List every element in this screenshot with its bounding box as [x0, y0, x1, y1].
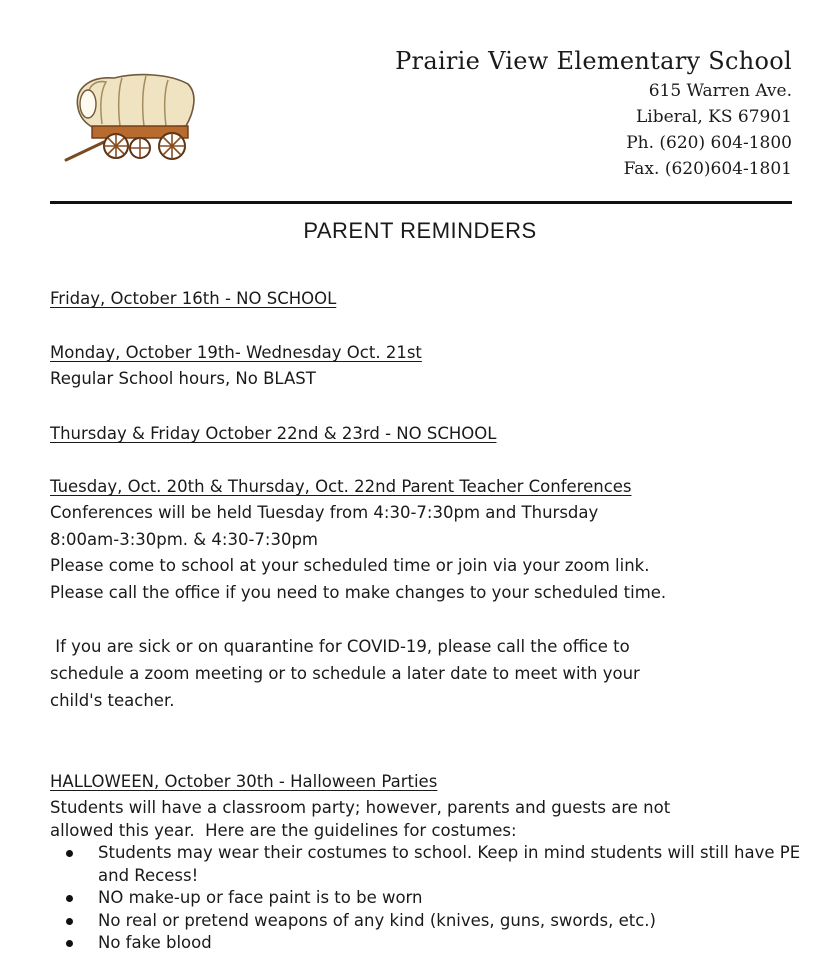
bullet-dot-icon: [66, 918, 73, 925]
monday-body: Regular School hours, No BLAST: [50, 369, 316, 388]
page-title: PARENT REMINDERS: [303, 218, 537, 243]
school-fax: Fax. (620)604-1801: [623, 159, 792, 179]
school-header: [332, 44, 792, 182]
conferences-heading: Tuesday, Oct. 20th & Thursday, Oct. 22nd Parent Teacher Conferences: [50, 477, 632, 496]
conferences-line-4: Please call the office if you need to make changes to your scheduled time.: [50, 583, 667, 602]
bullet-dot-icon: [66, 895, 73, 902]
header-divider: [50, 201, 792, 204]
list-item: [50, 887, 810, 910]
conferences-line-1: Conferences will be held Tuesday from 4:30-7:30pm and Thursday: [50, 503, 599, 522]
halloween-heading: HALLOWEEN, October 30th - Halloween Parties: [50, 772, 438, 791]
list-item: [50, 910, 810, 933]
covid-line-1: If you are sick or on quarantine for COVID-19, please call the office to: [50, 637, 630, 656]
covered-wagon-icon: [60, 68, 200, 168]
list-item: [50, 842, 810, 887]
thursday-heading: Thursday & Friday October 22nd & 23rd - NO SCHOOL: [50, 424, 497, 443]
school-name: Prairie View Elementary School: [395, 47, 792, 75]
costume-guidelines-list: [50, 842, 810, 955]
covid-line-3: child's teacher.: [50, 691, 175, 710]
list-item-text: No real or pretend weapons of any kind (knives, guns, swords, etc.): [98, 910, 656, 930]
conferences-line-3: Please come to school at your scheduled time or join via your zoom link.: [50, 556, 650, 575]
monday-heading: Monday, October 19th- Wednesday Oct. 21st: [50, 343, 422, 362]
covid-line-2: schedule a zoom meeting or to schedule a later date to meet with your: [50, 664, 640, 683]
school-address: 615 Warren Ave.: [648, 81, 792, 101]
list-item-text: Students may wear their costumes to school. Keep in mind students will still have PE and Recess!: [98, 843, 801, 885]
conferences-line-2: 8:00am-3:30pm. & 4:30-7:30pm: [50, 530, 318, 549]
halloween-line-2: allowed this year. Here are the guidelines for costumes:: [50, 821, 517, 840]
halloween-line-1: Students will have a classroom party; however, parents and guests are not: [50, 798, 671, 817]
bullet-dot-icon: [66, 940, 73, 947]
list-item-text: NO make-up or face paint is to be worn: [98, 888, 423, 907]
bullet-dot-icon: [66, 850, 73, 857]
school-city: Liberal, KS 67901: [635, 107, 792, 127]
list-item: [50, 932, 810, 955]
list-item-text: No fake blood: [98, 933, 212, 952]
school-phone: Ph. (620) 604-1800: [626, 133, 792, 153]
friday-heading: Friday, October 16th - NO SCHOOL: [50, 289, 337, 308]
